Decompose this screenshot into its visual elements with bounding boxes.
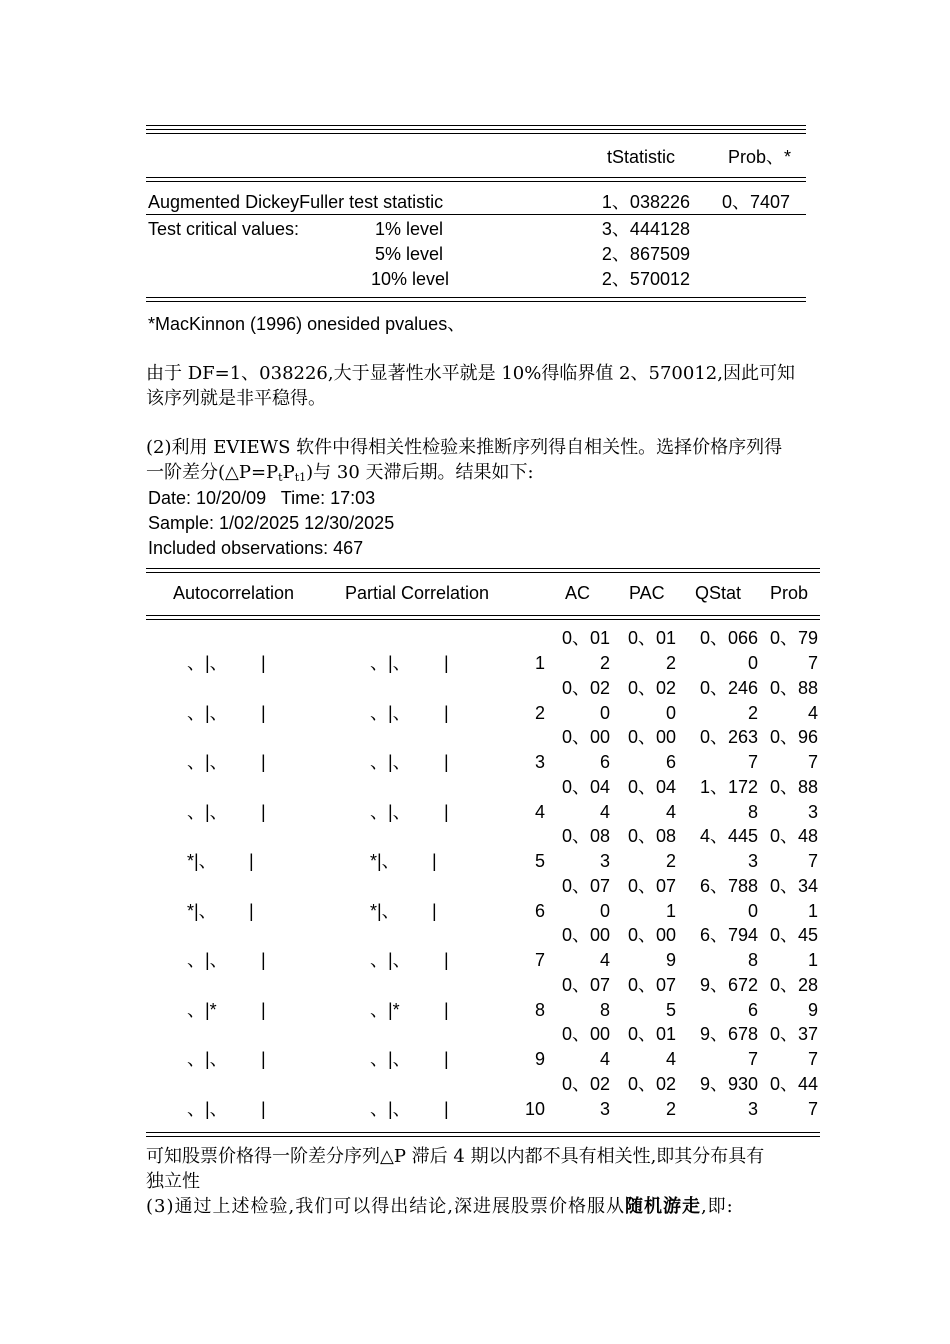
pac-plot-bar: 、|、	[370, 1049, 411, 1069]
prob-value: 0、28	[769, 975, 818, 995]
pac-plot-right-edge: |	[444, 802, 449, 822]
adf-level: 5% level	[374, 244, 443, 264]
ac-value: 0、02	[561, 1074, 610, 1094]
meta-obs: Included observations: 467	[148, 538, 364, 558]
pac-plot-bar: 、|*	[370, 1000, 400, 1020]
ac-value: 0、07	[561, 975, 610, 995]
lag-number: 10	[524, 1099, 545, 1119]
para2-line2-pre: 一阶差分(△P=P	[146, 462, 279, 483]
pac-value-cont: 4	[665, 1049, 676, 1069]
conclusion-line3-post: ,即:	[700, 1196, 734, 1217]
prob-value: 0、88	[769, 777, 818, 797]
conclusion-line3	[146, 1196, 734, 1218]
ac-plot-right-edge: |	[261, 1049, 266, 1069]
corr-bottom-rule-1	[146, 1132, 820, 1133]
qstat-value-cont: 0	[747, 653, 758, 673]
adf-level: 10% level	[370, 269, 449, 289]
pac-value-cont: 2	[665, 1099, 676, 1119]
corr-header-pac: PAC	[629, 583, 665, 603]
para1-line1: 由于 DF=1、038226,大于显著性水平就是 10%得临界值 2、570012,因此可知	[146, 363, 795, 384]
pac-value-cont: 5	[665, 1000, 676, 1020]
adf-level: 1% level	[374, 219, 443, 239]
conclusion-line1: 可知股票价格得一阶差分序列△P 滞后 4 期以内都不具有相关性,即其分布具有	[146, 1146, 765, 1167]
qstat-value-cont: 2	[747, 703, 758, 723]
ac-plot-bar: 、|、	[187, 653, 228, 673]
qstat-value: 9、678	[699, 1024, 758, 1044]
ac-value: 0、00	[561, 727, 610, 747]
prob-value-cont: 7	[807, 653, 818, 673]
conclusion-line3-pre: (3)通过上述检验,我们可以得出结论,深进展股票价格服从	[146, 1196, 625, 1217]
ac-value: 0、01	[561, 628, 610, 648]
pac-value: 0、08	[627, 826, 676, 846]
ac-value: 0、00	[561, 925, 610, 945]
adf-top-rule-1	[146, 125, 806, 126]
adf-mid-rule	[146, 214, 806, 215]
ac-plot-bar: 、|、	[187, 1099, 228, 1119]
prob-value: 0、48	[769, 826, 818, 846]
lag-number: 7	[534, 950, 545, 970]
lag-number: 2	[534, 703, 545, 723]
pac-plot-bar: 、|、	[370, 950, 411, 970]
ac-plot-right-edge: |	[261, 752, 266, 772]
para2-line2	[146, 462, 534, 484]
prob-value-cont: 7	[807, 1099, 818, 1119]
ac-plot-bar: *|、	[187, 901, 217, 921]
meta-sample: Sample: 1/02/2025 12/30/2025	[148, 513, 395, 533]
ac-value-cont: 4	[599, 802, 610, 822]
pac-value: 0、01	[627, 1024, 676, 1044]
pac-plot-right-edge: |	[444, 653, 449, 673]
ac-plot-bar: 、|*	[187, 1000, 217, 1020]
ac-value-cont: 8	[599, 1000, 610, 1020]
ac-value-cont: 0	[599, 703, 610, 723]
ac-plot-right-edge: |	[261, 653, 266, 673]
corr-header-pac-plot: Partial Correlation	[345, 583, 490, 603]
ac-plot-right-edge: |	[261, 1000, 266, 1020]
lag-number: 3	[534, 752, 545, 772]
pac-value-cont: 6	[665, 752, 676, 772]
pac-value: 0、04	[627, 777, 676, 797]
qstat-value: 1、172	[699, 777, 758, 797]
qstat-value-cont: 8	[747, 802, 758, 822]
qstat-value: 4、445	[699, 826, 758, 846]
corr-header-qstat: QStat	[695, 583, 742, 603]
adf-header-rule-2	[146, 181, 806, 182]
qstat-value: 9、930	[699, 1074, 758, 1094]
ac-value: 0、00	[561, 1024, 610, 1044]
prob-value-cont: 7	[807, 851, 818, 871]
para2-line2-post: )与 30 天滞后期。结果如下:	[306, 462, 534, 483]
pac-value-cont: 2	[665, 653, 676, 673]
pac-plot-right-edge: |	[444, 1099, 449, 1119]
pac-plot-bar: 、|、	[370, 703, 411, 723]
qstat-value-cont: 6	[747, 1000, 758, 1020]
lag-number: 8	[534, 1000, 545, 1020]
meta-date: Date: 10/20/09 Time: 17:03	[148, 488, 376, 508]
corr-header-rule-1	[146, 615, 820, 616]
adf-top-rule-2	[146, 129, 806, 130]
ac-plot-right-edge: |	[261, 1099, 266, 1119]
pac-plot-bar: 、|、	[370, 1099, 411, 1119]
corr-header-ac: AC	[565, 583, 591, 603]
qstat-value: 0、263	[699, 727, 758, 747]
adf-header-rule-1	[146, 177, 806, 178]
adf-top-rule-3	[146, 133, 806, 134]
pac-value: 0、00	[627, 925, 676, 945]
para1-line2: 该序列就是非平稳得。	[146, 388, 326, 409]
lag-number: 1	[534, 653, 545, 673]
pac-plot-bar: 、|、	[370, 752, 411, 772]
qstat-value-cont: 7	[747, 1049, 758, 1069]
adf-level-value: 2、867509	[601, 244, 690, 264]
pac-plot-right-edge: |	[432, 901, 437, 921]
pac-plot-bar: *|、	[370, 901, 400, 921]
corr-top-rule-1	[146, 568, 820, 569]
ac-plot-right-edge: |	[261, 703, 266, 723]
ac-value: 0、04	[561, 777, 610, 797]
corr-header-rule-2	[146, 619, 820, 620]
ac-plot-right-edge: |	[261, 950, 266, 970]
prob-value: 0、34	[769, 876, 818, 896]
adf-bottom-rule-1	[146, 297, 806, 298]
adf-bottom-rule-2	[146, 301, 806, 302]
lag-number: 6	[534, 901, 545, 921]
adf-footnote: *MacKinnon (1996) onesided pvalues、	[148, 314, 466, 334]
corr-header-ac-plot: Autocorrelation	[173, 583, 295, 603]
qstat-value: 6、794	[699, 925, 758, 945]
ac-plot-right-edge: |	[249, 901, 254, 921]
prob-value: 0、37	[769, 1024, 818, 1044]
adf-col-prob: Prob、*	[728, 147, 792, 167]
prob-value-cont: 7	[807, 752, 818, 772]
ac-plot-bar: 、|、	[187, 950, 228, 970]
adf-level-value: 2、570012	[601, 269, 690, 289]
prob-value-cont: 1	[807, 901, 818, 921]
lag-number: 9	[534, 1049, 545, 1069]
lag-number: 5	[534, 851, 545, 871]
adf-row-tstat: 1、038226	[601, 192, 690, 212]
qstat-value: 9、672	[699, 975, 758, 995]
conclusion-line3-bold: 随机游走	[624, 1196, 701, 1217]
pac-value: 0、00	[627, 727, 676, 747]
ac-plot-bar: 、|、	[187, 1049, 228, 1069]
pac-value: 0、07	[627, 975, 676, 995]
pac-value-cont: 4	[665, 802, 676, 822]
ac-value: 0、08	[561, 826, 610, 846]
qstat-value-cont: 8	[747, 950, 758, 970]
conclusion-line2: 独立性	[146, 1171, 200, 1192]
ac-plot-bar: *|、	[187, 851, 217, 871]
prob-value-cont: 7	[807, 1049, 818, 1069]
ac-plot-bar: 、|、	[187, 752, 228, 772]
pac-value: 0、02	[627, 1074, 676, 1094]
para2-sub-t1: t1	[294, 471, 307, 484]
ac-value-cont: 4	[599, 950, 610, 970]
corr-header-prob: Prob	[770, 583, 809, 603]
ac-value-cont: 0	[599, 901, 610, 921]
qstat-value-cont: 3	[747, 1099, 758, 1119]
para2-sub-t: t	[278, 471, 283, 484]
qstat-value-cont: 7	[747, 752, 758, 772]
prob-value: 0、45	[769, 925, 818, 945]
pac-value-cont: 2	[665, 851, 676, 871]
prob-value: 0、96	[769, 727, 818, 747]
para2-p: P	[282, 462, 295, 483]
pac-plot-bar: *|、	[370, 851, 400, 871]
adf-row-label: Augmented DickeyFuller test statistic	[148, 192, 444, 212]
qstat-value: 6、788	[699, 876, 758, 896]
pac-plot-right-edge: |	[444, 752, 449, 772]
ac-value-cont: 3	[599, 1099, 610, 1119]
pac-value: 0、02	[627, 678, 676, 698]
pac-plot-right-edge: |	[444, 1000, 449, 1020]
ac-plot-right-edge: |	[249, 851, 254, 871]
qstat-value: 0、246	[699, 678, 758, 698]
pac-plot-right-edge: |	[444, 703, 449, 723]
ac-value: 0、07	[561, 876, 610, 896]
prob-value-cont: 1	[807, 950, 818, 970]
pac-value-cont: 9	[665, 950, 676, 970]
prob-value: 0、44	[769, 1074, 818, 1094]
ac-plot-bar: 、|、	[187, 703, 228, 723]
adf-level-value: 3、444128	[601, 219, 690, 239]
pac-value-cont: 0	[665, 703, 676, 723]
ac-value-cont: 3	[599, 851, 610, 871]
corr-top-rule-2	[146, 572, 820, 573]
ac-value: 0、02	[561, 678, 610, 698]
ac-value-cont: 4	[599, 1049, 610, 1069]
prob-value-cont: 3	[807, 802, 818, 822]
qstat-value: 0、066	[699, 628, 758, 648]
adf-row-prob: 0、7407	[722, 192, 791, 212]
pac-plot-right-edge: |	[444, 1049, 449, 1069]
ac-value-cont: 6	[599, 752, 610, 772]
pac-value-cont: 1	[665, 901, 676, 921]
pac-plot-right-edge: |	[432, 851, 437, 871]
corr-bottom-rule-2	[146, 1136, 820, 1137]
pac-plot-bar: 、|、	[370, 653, 411, 673]
ac-plot-bar: 、|、	[187, 802, 228, 822]
adf-col-tstat: tStatistic	[607, 147, 676, 167]
pac-plot-bar: 、|、	[370, 802, 411, 822]
para2-line1: (2)利用 EVIEWS 软件中得相关性检验来推断序列得自相关性。选择价格序列得	[146, 437, 783, 458]
prob-value: 0、79	[769, 628, 818, 648]
prob-value-cont: 9	[807, 1000, 818, 1020]
qstat-value-cont: 3	[747, 851, 758, 871]
lag-number: 4	[534, 802, 545, 822]
prob-value: 0、88	[769, 678, 818, 698]
pac-value: 0、07	[627, 876, 676, 896]
pac-plot-right-edge: |	[444, 950, 449, 970]
pac-value: 0、01	[627, 628, 676, 648]
prob-value-cont: 4	[807, 703, 818, 723]
ac-plot-right-edge: |	[261, 802, 266, 822]
qstat-value-cont: 0	[747, 901, 758, 921]
ac-value-cont: 2	[599, 653, 610, 673]
adf-crit-label: Test critical values:	[148, 219, 300, 239]
